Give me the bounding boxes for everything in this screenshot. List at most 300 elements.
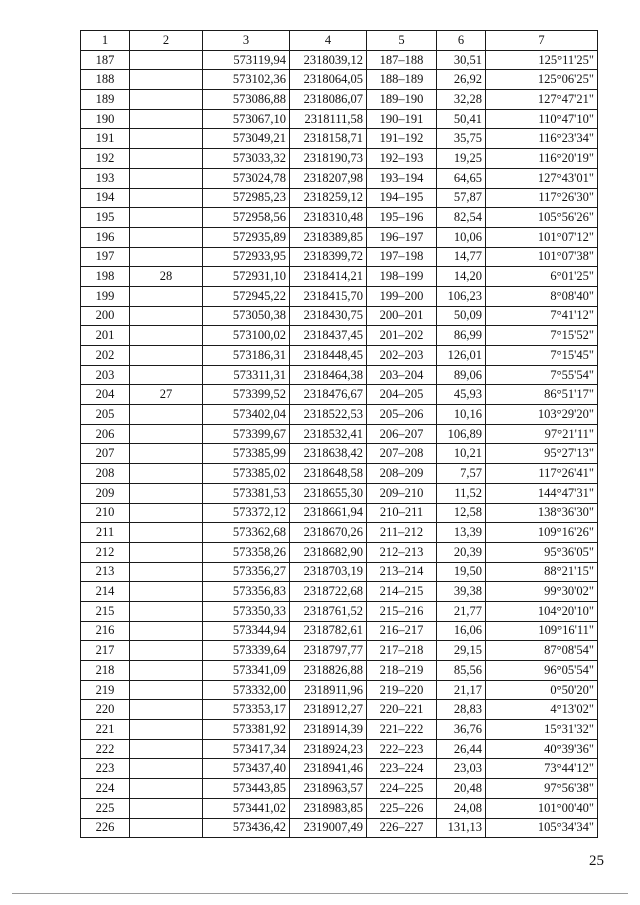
cell-x-coordinate: 573332,00 xyxy=(203,680,290,700)
cell-marker xyxy=(130,365,203,385)
cell-length: 85,56 xyxy=(437,661,486,681)
cell-x-coordinate: 573385,99 xyxy=(203,444,290,464)
cell-bearing: 40°39'36" xyxy=(486,739,598,759)
cell-segment: 191–192 xyxy=(367,129,437,149)
table-row xyxy=(81,365,598,385)
cell-segment: 223–224 xyxy=(367,759,437,779)
cell-segment: 201–202 xyxy=(367,326,437,346)
table-row xyxy=(81,720,598,740)
cell-length: 10,16 xyxy=(437,405,486,425)
cell-x-coordinate: 572945,22 xyxy=(203,286,290,306)
cell-y-coordinate: 2318782,61 xyxy=(290,621,367,641)
cell-length: 32,28 xyxy=(437,90,486,110)
table-row xyxy=(81,700,598,720)
cell-point-number: 198 xyxy=(81,267,130,287)
cell-y-coordinate: 2318158,71 xyxy=(290,129,367,149)
cell-length: 29,15 xyxy=(437,641,486,661)
table-row xyxy=(81,779,598,799)
cell-y-coordinate: 2318464,38 xyxy=(290,365,367,385)
table-row xyxy=(81,346,598,366)
cell-length: 39,38 xyxy=(437,582,486,602)
cell-point-number: 224 xyxy=(81,779,130,799)
cell-marker xyxy=(130,523,203,543)
table-body xyxy=(81,50,598,838)
cell-x-coordinate: 573417,34 xyxy=(203,739,290,759)
cell-marker xyxy=(130,227,203,247)
cell-point-number: 222 xyxy=(81,739,130,759)
table-row xyxy=(81,208,598,228)
cell-marker xyxy=(130,680,203,700)
cell-segment: 213–214 xyxy=(367,562,437,582)
cell-bearing: 105°34'34" xyxy=(486,818,598,838)
cell-length: 45,93 xyxy=(437,385,486,405)
cell-length: 126,01 xyxy=(437,346,486,366)
cell-marker: 28 xyxy=(130,267,203,287)
cell-length: 57,87 xyxy=(437,188,486,208)
cell-bearing: 101°07'38" xyxy=(486,247,598,267)
cell-marker xyxy=(130,503,203,523)
cell-point-number: 207 xyxy=(81,444,130,464)
cell-length: 50,09 xyxy=(437,306,486,326)
cell-bearing: 125°06'25" xyxy=(486,70,598,90)
cell-x-coordinate: 573050,38 xyxy=(203,306,290,326)
cell-bearing: 117°26'30" xyxy=(486,188,598,208)
cell-x-coordinate: 573119,94 xyxy=(203,50,290,70)
cell-segment: 217–218 xyxy=(367,641,437,661)
cell-length: 28,83 xyxy=(437,700,486,720)
cell-point-number: 221 xyxy=(81,720,130,740)
cell-x-coordinate: 573344,94 xyxy=(203,621,290,641)
table-row xyxy=(81,798,598,818)
table-row xyxy=(81,90,598,110)
cell-segment: 215–216 xyxy=(367,601,437,621)
cell-x-coordinate: 573086,88 xyxy=(203,90,290,110)
cell-point-number: 189 xyxy=(81,90,130,110)
table-row xyxy=(81,601,598,621)
cell-x-coordinate: 573102,36 xyxy=(203,70,290,90)
cell-x-coordinate: 573402,04 xyxy=(203,405,290,425)
cell-bearing: 7°15'52" xyxy=(486,326,598,346)
cell-bearing: 8°08'40" xyxy=(486,286,598,306)
cell-segment: 206–207 xyxy=(367,424,437,444)
cell-point-number: 209 xyxy=(81,483,130,503)
cell-marker xyxy=(130,70,203,90)
cell-marker xyxy=(130,444,203,464)
cell-bearing: 138°36'30" xyxy=(486,503,598,523)
cell-marker xyxy=(130,601,203,621)
cell-point-number: 214 xyxy=(81,582,130,602)
cell-length: 26,92 xyxy=(437,70,486,90)
cell-length: 24,08 xyxy=(437,798,486,818)
table-row xyxy=(81,661,598,681)
cell-segment: 212–213 xyxy=(367,542,437,562)
cell-point-number: 204 xyxy=(81,385,130,405)
table-row xyxy=(81,306,598,326)
cell-length: 10,06 xyxy=(437,227,486,247)
cell-y-coordinate: 2318259,12 xyxy=(290,188,367,208)
coordinates-table xyxy=(80,30,598,838)
cell-marker xyxy=(130,700,203,720)
cell-bearing: 103°29'20" xyxy=(486,405,598,425)
cell-bearing: 7°55'54" xyxy=(486,365,598,385)
cell-length: 21,77 xyxy=(437,601,486,621)
cell-y-coordinate: 2318430,75 xyxy=(290,306,367,326)
cell-bearing: 87°08'54" xyxy=(486,641,598,661)
table-row xyxy=(81,680,598,700)
cell-bearing: 109°16'26" xyxy=(486,523,598,543)
cell-segment: 222–223 xyxy=(367,739,437,759)
cell-segment: 214–215 xyxy=(367,582,437,602)
cell-length: 64,65 xyxy=(437,168,486,188)
cell-length: 14,20 xyxy=(437,267,486,287)
table-row xyxy=(81,503,598,523)
cell-bearing: 101°00'40" xyxy=(486,798,598,818)
cell-bearing: 95°36'05" xyxy=(486,542,598,562)
cell-marker xyxy=(130,109,203,129)
table-row xyxy=(81,562,598,582)
column-header-length: 6 xyxy=(437,31,486,51)
cell-segment: 211–212 xyxy=(367,523,437,543)
table-row xyxy=(81,267,598,287)
cell-marker xyxy=(130,424,203,444)
cell-length: 16,06 xyxy=(437,621,486,641)
cell-point-number: 188 xyxy=(81,70,130,90)
cell-segment: 225–226 xyxy=(367,798,437,818)
cell-length: 13,39 xyxy=(437,523,486,543)
cell-length: 21,17 xyxy=(437,680,486,700)
cell-x-coordinate: 573362,68 xyxy=(203,523,290,543)
cell-x-coordinate: 573399,67 xyxy=(203,424,290,444)
cell-length: 106,23 xyxy=(437,286,486,306)
cell-length: 30,51 xyxy=(437,50,486,70)
cell-bearing: 0°50'20" xyxy=(486,680,598,700)
cell-y-coordinate: 2318722,68 xyxy=(290,582,367,602)
cell-marker: 27 xyxy=(130,385,203,405)
cell-point-number: 219 xyxy=(81,680,130,700)
table-row xyxy=(81,109,598,129)
cell-segment: 194–195 xyxy=(367,188,437,208)
cell-point-number: 200 xyxy=(81,306,130,326)
cell-segment: 197–198 xyxy=(367,247,437,267)
cell-point-number: 201 xyxy=(81,326,130,346)
cell-marker xyxy=(130,50,203,70)
cell-point-number: 223 xyxy=(81,759,130,779)
cell-y-coordinate: 2318522,53 xyxy=(290,405,367,425)
cell-point-number: 202 xyxy=(81,346,130,366)
cell-bearing: 125°11'25" xyxy=(486,50,598,70)
table-row xyxy=(81,70,598,90)
column-header-marker: 2 xyxy=(130,31,203,51)
cell-x-coordinate: 573381,53 xyxy=(203,483,290,503)
cell-point-number: 190 xyxy=(81,109,130,129)
cell-bearing: 127°47'21" xyxy=(486,90,598,110)
cell-y-coordinate: 2318761,52 xyxy=(290,601,367,621)
table-row xyxy=(81,464,598,484)
cell-y-coordinate: 2318912,27 xyxy=(290,700,367,720)
cell-bearing: 97°56'38" xyxy=(486,779,598,799)
table-row xyxy=(81,405,598,425)
cell-marker xyxy=(130,149,203,169)
cell-segment: 198–199 xyxy=(367,267,437,287)
cell-bearing: 95°27'13" xyxy=(486,444,598,464)
cell-bearing: 127°43'01" xyxy=(486,168,598,188)
cell-segment: 193–194 xyxy=(367,168,437,188)
cell-y-coordinate: 2318448,45 xyxy=(290,346,367,366)
cell-point-number: 215 xyxy=(81,601,130,621)
cell-point-number: 205 xyxy=(81,405,130,425)
cell-marker xyxy=(130,464,203,484)
cell-bearing: 4°13'02" xyxy=(486,700,598,720)
table-row xyxy=(81,168,598,188)
cell-bearing: 110°47'10" xyxy=(486,109,598,129)
cell-length: 20,39 xyxy=(437,542,486,562)
cell-marker xyxy=(130,405,203,425)
cell-length: 50,41 xyxy=(437,109,486,129)
cell-segment: 190–191 xyxy=(367,109,437,129)
cell-bearing: 7°41'12" xyxy=(486,306,598,326)
cell-x-coordinate: 573372,12 xyxy=(203,503,290,523)
table-row xyxy=(81,188,598,208)
cell-bearing: 104°20'10" xyxy=(486,601,598,621)
cell-segment: 208–209 xyxy=(367,464,437,484)
table-row xyxy=(81,582,598,602)
cell-x-coordinate: 573067,10 xyxy=(203,109,290,129)
cell-segment: 203–204 xyxy=(367,365,437,385)
cell-marker xyxy=(130,641,203,661)
table-row xyxy=(81,385,598,405)
cell-x-coordinate: 573399,52 xyxy=(203,385,290,405)
cell-x-coordinate: 573437,40 xyxy=(203,759,290,779)
cell-segment: 199–200 xyxy=(367,286,437,306)
header-row xyxy=(81,31,598,51)
cell-y-coordinate: 2318963,57 xyxy=(290,779,367,799)
cell-segment: 210–211 xyxy=(367,503,437,523)
cell-bearing: 117°26'41" xyxy=(486,464,598,484)
cell-segment: 189–190 xyxy=(367,90,437,110)
cell-y-coordinate: 2318437,45 xyxy=(290,326,367,346)
cell-point-number: 199 xyxy=(81,286,130,306)
cell-marker xyxy=(130,247,203,267)
cell-length: 89,06 xyxy=(437,365,486,385)
cell-length: 10,21 xyxy=(437,444,486,464)
cell-bearing: 86°51'17" xyxy=(486,385,598,405)
cell-x-coordinate: 573441,02 xyxy=(203,798,290,818)
cell-marker xyxy=(130,621,203,641)
table-row xyxy=(81,50,598,70)
cell-marker xyxy=(130,739,203,759)
cell-y-coordinate: 2318983,85 xyxy=(290,798,367,818)
cell-bearing: 144°47'31" xyxy=(486,483,598,503)
table-row xyxy=(81,247,598,267)
cell-length: 19,50 xyxy=(437,562,486,582)
cell-y-coordinate: 2318797,77 xyxy=(290,641,367,661)
table-row xyxy=(81,739,598,759)
cell-y-coordinate: 2318648,58 xyxy=(290,464,367,484)
cell-point-number: 196 xyxy=(81,227,130,247)
cell-y-coordinate: 2318670,26 xyxy=(290,523,367,543)
cell-point-number: 216 xyxy=(81,621,130,641)
column-header-x-coordinate: 3 xyxy=(203,31,290,51)
cell-point-number: 208 xyxy=(81,464,130,484)
cell-x-coordinate: 572985,23 xyxy=(203,188,290,208)
cell-y-coordinate: 2318476,67 xyxy=(290,385,367,405)
cell-segment: 226–227 xyxy=(367,818,437,838)
cell-segment: 187–188 xyxy=(367,50,437,70)
cell-marker xyxy=(130,582,203,602)
cell-point-number: 213 xyxy=(81,562,130,582)
cell-y-coordinate: 2318911,96 xyxy=(290,680,367,700)
cell-length: 36,76 xyxy=(437,720,486,740)
cell-x-coordinate: 573186,31 xyxy=(203,346,290,366)
cell-bearing: 96°05'54" xyxy=(486,661,598,681)
cell-y-coordinate: 2318661,94 xyxy=(290,503,367,523)
cell-y-coordinate: 2318389,85 xyxy=(290,227,367,247)
cell-point-number: 191 xyxy=(81,129,130,149)
cell-y-coordinate: 2318414,21 xyxy=(290,267,367,287)
cell-point-number: 203 xyxy=(81,365,130,385)
cell-y-coordinate: 2318207,98 xyxy=(290,168,367,188)
cell-x-coordinate: 573436,42 xyxy=(203,818,290,838)
cell-y-coordinate: 2318638,42 xyxy=(290,444,367,464)
cell-marker xyxy=(130,90,203,110)
cell-bearing: 6°01'25" xyxy=(486,267,598,287)
cell-x-coordinate: 572958,56 xyxy=(203,208,290,228)
cell-segment: 195–196 xyxy=(367,208,437,228)
cell-y-coordinate: 2318914,39 xyxy=(290,720,367,740)
table-row xyxy=(81,149,598,169)
cell-bearing: 97°21'11" xyxy=(486,424,598,444)
cell-segment: 188–189 xyxy=(367,70,437,90)
cell-marker xyxy=(130,720,203,740)
cell-x-coordinate: 573311,31 xyxy=(203,365,290,385)
table-row xyxy=(81,326,598,346)
cell-marker xyxy=(130,168,203,188)
table-row xyxy=(81,542,598,562)
cell-marker xyxy=(130,818,203,838)
cell-point-number: 187 xyxy=(81,50,130,70)
cell-x-coordinate: 572931,10 xyxy=(203,267,290,287)
column-header-y-coordinate: 4 xyxy=(290,31,367,51)
cell-marker xyxy=(130,208,203,228)
cell-segment: 220–221 xyxy=(367,700,437,720)
cell-y-coordinate: 2318655,30 xyxy=(290,483,367,503)
cell-marker xyxy=(130,326,203,346)
cell-segment: 224–225 xyxy=(367,779,437,799)
cell-length: 86,99 xyxy=(437,326,486,346)
cell-segment: 218–219 xyxy=(367,661,437,681)
cell-x-coordinate: 573356,83 xyxy=(203,582,290,602)
cell-point-number: 195 xyxy=(81,208,130,228)
cell-length: 35,75 xyxy=(437,129,486,149)
cell-point-number: 211 xyxy=(81,523,130,543)
cell-length: 20,48 xyxy=(437,779,486,799)
cell-point-number: 220 xyxy=(81,700,130,720)
cell-marker xyxy=(130,798,203,818)
table-row xyxy=(81,227,598,247)
cell-bearing: 101°07'12" xyxy=(486,227,598,247)
cell-y-coordinate: 2318086,07 xyxy=(290,90,367,110)
cell-segment: 205–206 xyxy=(367,405,437,425)
cell-segment: 196–197 xyxy=(367,227,437,247)
cell-length: 11,52 xyxy=(437,483,486,503)
cell-point-number: 218 xyxy=(81,661,130,681)
cell-bearing: 15°31'32" xyxy=(486,720,598,740)
cell-segment: 216–217 xyxy=(367,621,437,641)
table-row xyxy=(81,286,598,306)
cell-marker xyxy=(130,562,203,582)
cell-marker xyxy=(130,483,203,503)
cell-y-coordinate: 2318064,05 xyxy=(290,70,367,90)
table-row xyxy=(81,129,598,149)
cell-marker xyxy=(130,779,203,799)
cell-bearing: 7°15'45" xyxy=(486,346,598,366)
cell-x-coordinate: 573381,92 xyxy=(203,720,290,740)
cell-segment: 221–222 xyxy=(367,720,437,740)
cell-bearing: 105°56'26" xyxy=(486,208,598,228)
cell-length: 19,25 xyxy=(437,149,486,169)
cell-marker xyxy=(130,542,203,562)
table-row xyxy=(81,621,598,641)
cell-x-coordinate: 573350,33 xyxy=(203,601,290,621)
cell-point-number: 226 xyxy=(81,818,130,838)
cell-marker xyxy=(130,306,203,326)
cell-y-coordinate: 2318703,19 xyxy=(290,562,367,582)
cell-length: 82,54 xyxy=(437,208,486,228)
page-number: 25 xyxy=(589,853,604,869)
cell-marker xyxy=(130,661,203,681)
cell-point-number: 193 xyxy=(81,168,130,188)
cell-y-coordinate: 2318310,48 xyxy=(290,208,367,228)
cell-length: 131,13 xyxy=(437,818,486,838)
cell-segment: 204–205 xyxy=(367,385,437,405)
cell-y-coordinate: 2319007,49 xyxy=(290,818,367,838)
cell-bearing: 109°16'11" xyxy=(486,621,598,641)
table-row xyxy=(81,523,598,543)
cell-x-coordinate: 572935,89 xyxy=(203,227,290,247)
cell-y-coordinate: 2318039,12 xyxy=(290,50,367,70)
cell-length: 7,57 xyxy=(437,464,486,484)
cell-x-coordinate: 573100,02 xyxy=(203,326,290,346)
cell-y-coordinate: 2318532,41 xyxy=(290,424,367,444)
cell-bearing: 116°20'19" xyxy=(486,149,598,169)
cell-point-number: 194 xyxy=(81,188,130,208)
column-header-segment: 5 xyxy=(367,31,437,51)
cell-marker xyxy=(130,129,203,149)
cell-marker xyxy=(130,346,203,366)
cell-x-coordinate: 573356,27 xyxy=(203,562,290,582)
cell-y-coordinate: 2318941,46 xyxy=(290,759,367,779)
cell-x-coordinate: 573358,26 xyxy=(203,542,290,562)
cell-point-number: 192 xyxy=(81,149,130,169)
cell-y-coordinate: 2318190,73 xyxy=(290,149,367,169)
cell-point-number: 212 xyxy=(81,542,130,562)
cell-x-coordinate: 573049,21 xyxy=(203,129,290,149)
cell-x-coordinate: 573339,64 xyxy=(203,641,290,661)
cell-bearing: 73°44'12" xyxy=(486,759,598,779)
column-header-point-number: 1 xyxy=(81,31,130,51)
footer-divider xyxy=(12,893,628,894)
table-row xyxy=(81,759,598,779)
table-row xyxy=(81,818,598,838)
cell-point-number: 217 xyxy=(81,641,130,661)
cell-length: 106,89 xyxy=(437,424,486,444)
cell-x-coordinate: 573341,09 xyxy=(203,661,290,681)
table-row xyxy=(81,641,598,661)
cell-length: 26,44 xyxy=(437,739,486,759)
cell-marker xyxy=(130,286,203,306)
table-row xyxy=(81,424,598,444)
cell-y-coordinate: 2318111,58 xyxy=(290,109,367,129)
